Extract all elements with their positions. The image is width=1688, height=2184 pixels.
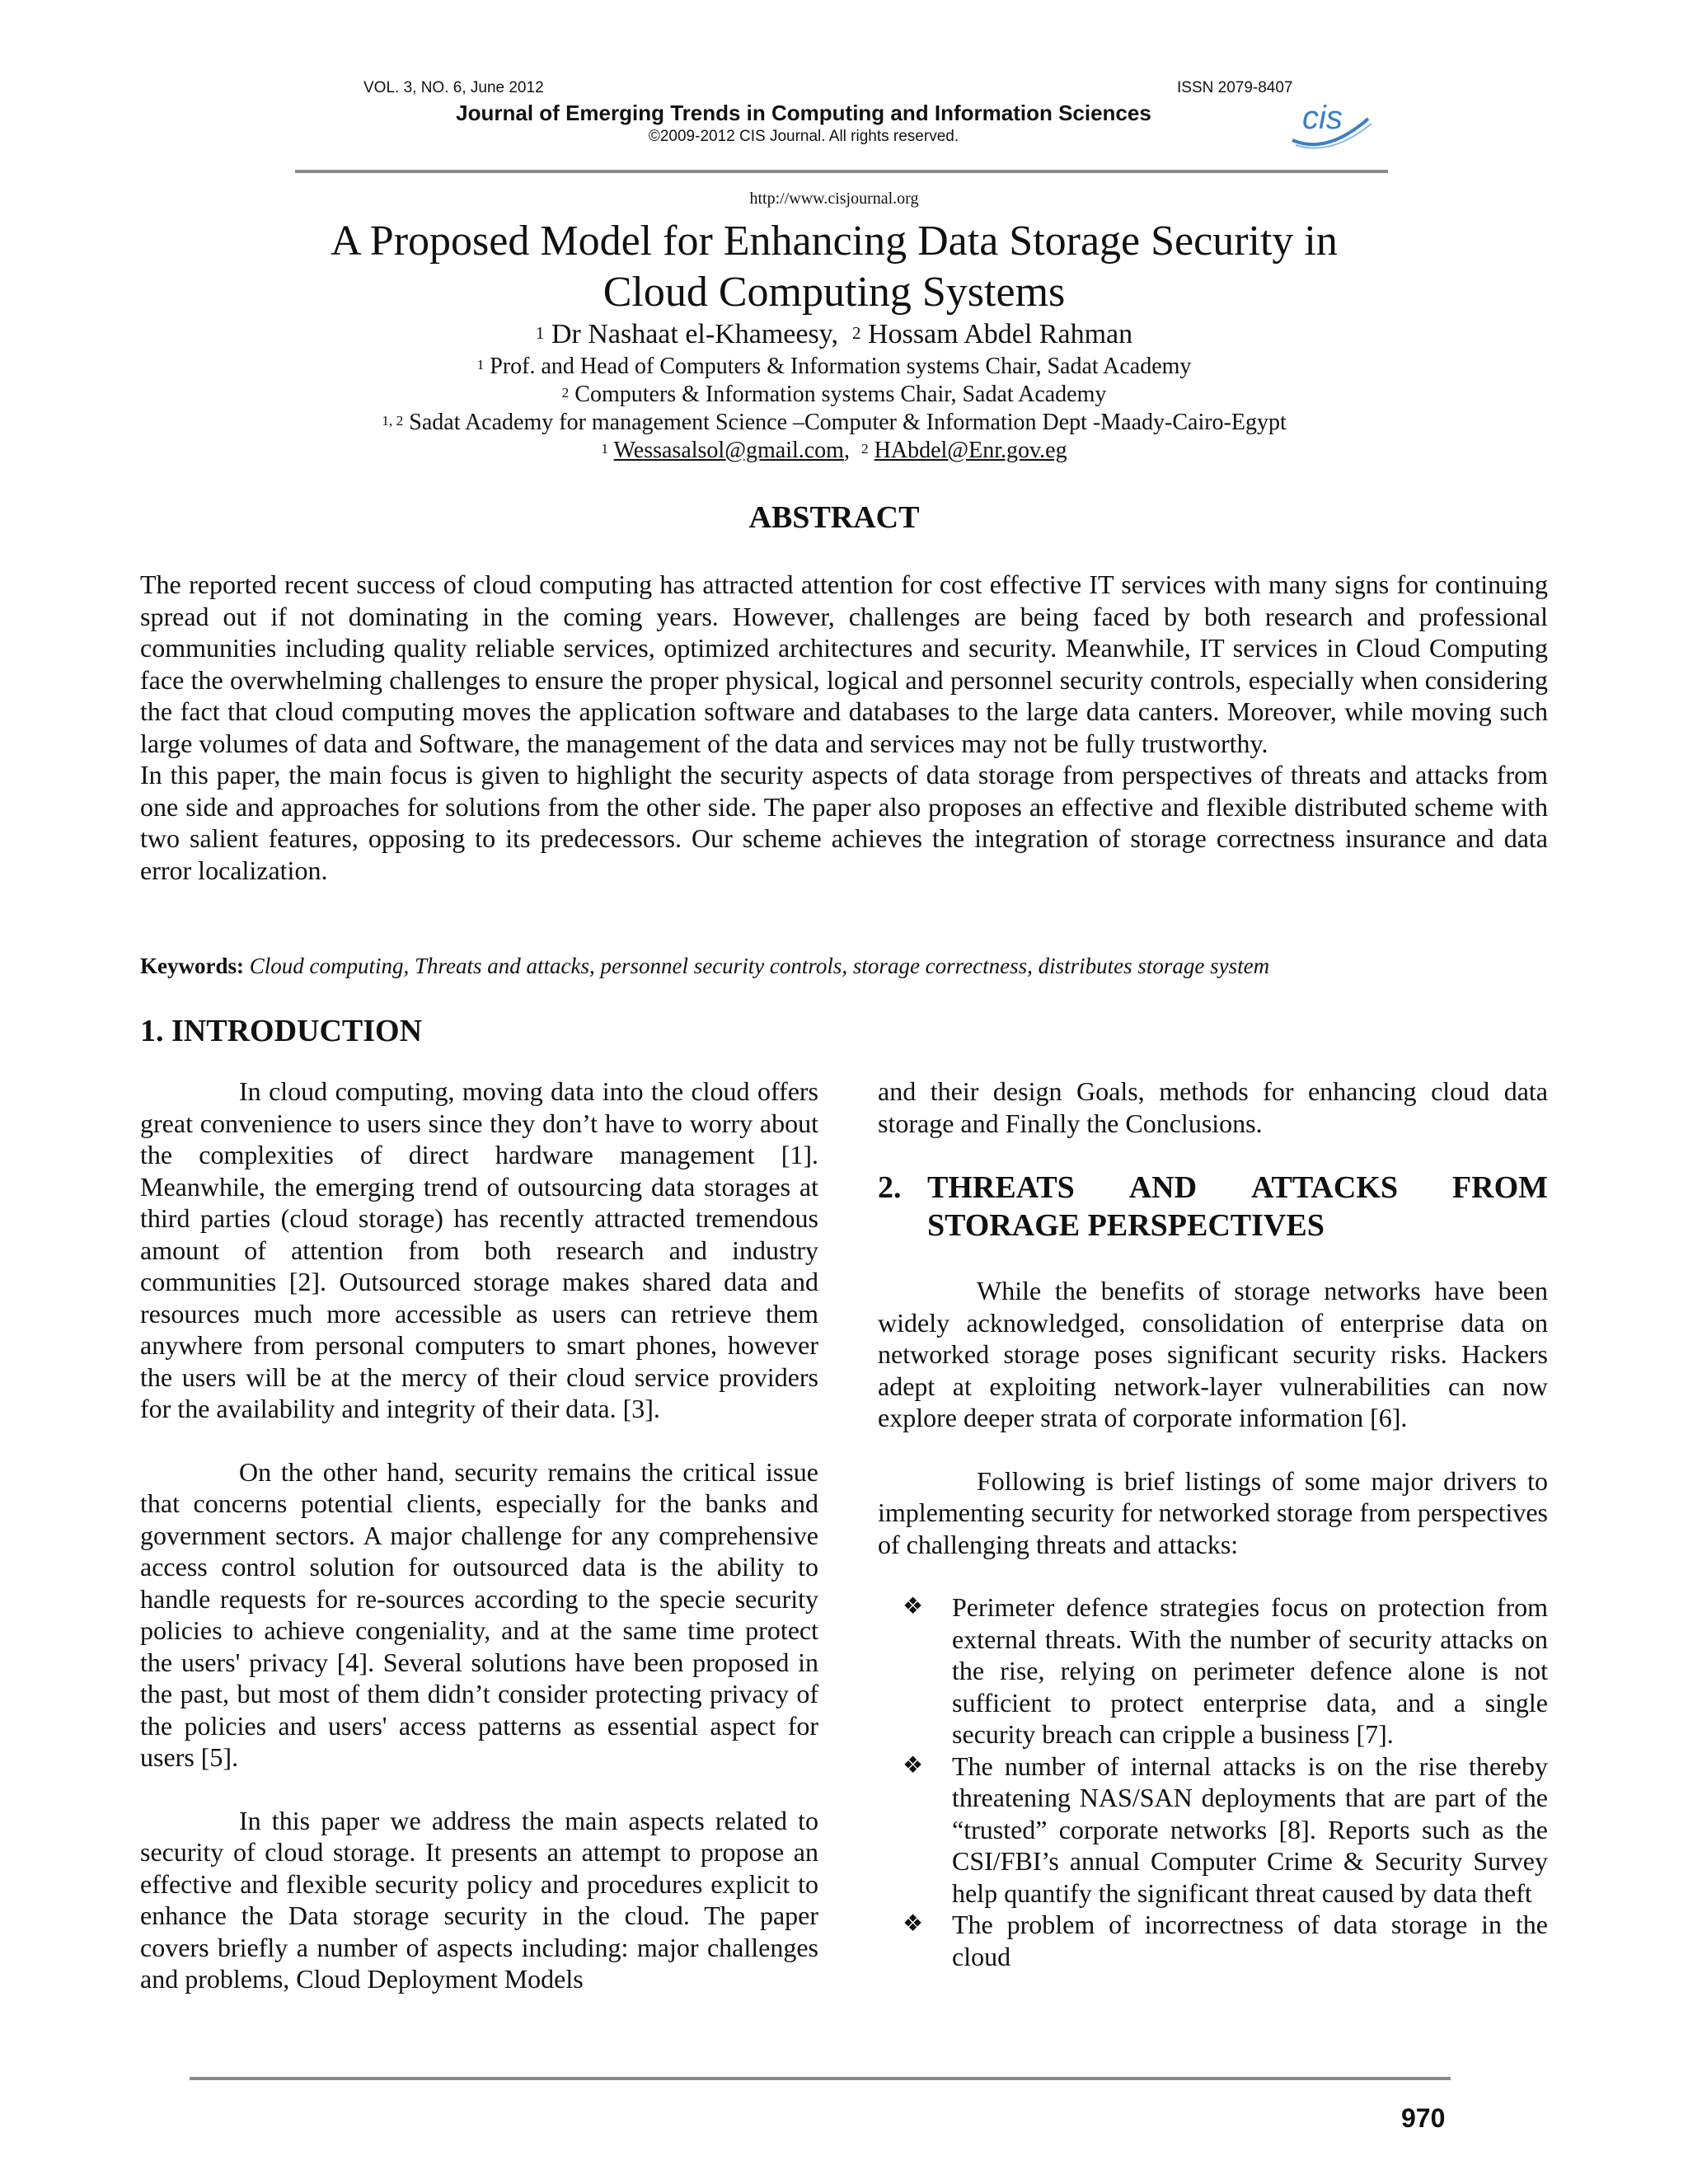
threats-heading-number: 2. <box>878 1170 902 1205</box>
journal-copyright: ©2009-2012 CIS Journal. All rights reserved. <box>648 128 959 145</box>
journal-url: http://www.cisjournal.org <box>749 190 919 208</box>
affiliations <box>165 353 1503 465</box>
header-rule <box>295 170 1388 173</box>
author-line: $^1$ Dr Nashaat el-Khameesy, $^2$ Hossam Abdel Rahman <box>535 319 1133 349</box>
threats-heading-word-1: THREATS <box>927 1170 1075 1205</box>
threats-heading-line2: STORAGE PERSPECTIVES <box>927 1208 1325 1243</box>
intro-paragraph-3: In this paper we address the main aspects related to security of cloud storage. It presents an attempt to propose an effective and flexible security policy and procedures explicit to enhance the Data storage security in the cloud. The paper covers briefly a number of aspects including: major challenges and problems, Cloud Deployment Models <box>140 1805 818 1994</box>
bullet-text-1: Perimeter defence strategies focus on protection from external threats. With the number of security attacks on the rise, relying on perimeter defence alone is not sufficient to protect enterprise data, and a single security breach can cripple a business [7]. <box>952 1592 1548 1749</box>
intro-paragraph-3-continued: and their design Goals, methods for enhancing cloud data storage and Finally the Conclusions. <box>878 1076 1548 1138</box>
email-line: $^1$ Wessasalsol@gmail.com, $^2$ HAbdel@Enr.gov.eg <box>601 438 1067 463</box>
bullet-text-3: The problem of incorrectness of data storage in the cloud <box>952 1910 1548 1971</box>
threats-heading-word-2: AND <box>1128 1170 1198 1205</box>
list-item <box>878 1750 1548 1910</box>
threats-heading <box>878 1169 1548 1244</box>
intro-paragraph-1: In cloud computing, moving data into the cloud offers great convenience to users since they don’t have to worry about the complexities of direct hardware management [1]. Meanwhile, the emerging trend of outsourcing data storages at third parties (cloud storage) has recently attracted tremendous amount of attention from both research and industry communities [2]. Outsourced storage makes shared data and resources much more accessible as users can retrieve them anywhere from personal computers to smart phones, however the users will be at the mercy of their cloud service providers for the availability and integrity of their data. [3]. <box>140 1076 818 1423</box>
intro-paragraph-2: On the other hand, security remains the critical issue that concerns potential clients, especially for the banks and government sectors. A major challenge for any comprehensive access control solution for outsourced data is the ability to handle requests for re-sources according to the specie security policies to achieve congeniality, and at the same time protect the users' privacy [4]. Several solutions have been proposed in the past, but most of them didn’t consider protecting privacy of the policies and users' access patterns as essential aspect for users [5]. <box>140 1456 818 1772</box>
threats-paragraph-1: While the benefits of storage networks have been widely acknowledged, consolidation of enterprise data on networked storage poses significant security risks. Hackers adept at exploiting network-layer vulnerabilities can now explore deeper strata of corporate information [6]. <box>878 1276 1548 1432</box>
list-item <box>878 1909 1548 1972</box>
journal-title: Journal of Emerging Trends in Computing and Information Sciences <box>456 101 1151 125</box>
affiliation-2: $^2$ Computers & Information systems Chair, Sadat Academy <box>561 382 1107 407</box>
bullet-text-2: The number of internal attacks is on the rise thereby threatening NAS/SAN deployments that are part of the “trusted” corporate networks [8]. Reports such as the CSI/FBI’s annual Computer Crime & Security Survey help quantify the significant threat caused by data theft <box>952 1750 1548 1908</box>
author2-name: Hossam Abdel Rahman <box>868 319 1133 349</box>
email-link-1[interactable]: Wessasalsol@gmail.com <box>613 438 844 463</box>
abstract-heading: ABSTRACT <box>748 500 920 535</box>
author1-name: Dr Nashaat el-Khameesy <box>551 319 832 349</box>
affiliation-1: $^1$ Prof. and Head of Computers & Information systems Chair, Sadat Academy <box>476 354 1192 379</box>
threats-paragraph-2: Following is brief listings of some major drivers to implementing security for networked storage from perspectives of challenging threats and attacks: <box>878 1465 1548 1559</box>
footer-rule <box>190 2077 1451 2080</box>
diamond-bullet-icon: ❖ <box>903 1752 924 1779</box>
page-number: 970 <box>1401 2103 1446 2133</box>
abstract-body <box>140 569 1548 886</box>
journal-issn: ISSN 2079-8407 <box>1177 79 1293 96</box>
paper-title <box>165 216 1503 318</box>
paper-title-line2: Cloud Computing Systems <box>603 269 1066 316</box>
diamond-bullet-icon: ❖ <box>903 1911 924 1937</box>
paper-title-line1: A Proposed Model for Enhancing Data Storage Security in <box>331 218 1338 265</box>
cis-logo <box>1286 97 1376 155</box>
threats-bullet-list <box>878 1591 1548 1972</box>
diamond-bullet-icon: ❖ <box>903 1594 924 1619</box>
intro-heading: 1. INTRODUCTION <box>140 1014 423 1048</box>
author2-sup: 2 <box>851 322 861 343</box>
right-column <box>878 1275 1548 1972</box>
affiliation-3: $^{1, 2}$ Sadat Academy for management Science –Computer & Information Dept -Maady-Cairo-Egypt <box>382 410 1287 435</box>
keywords-label: Keywords: <box>140 954 244 978</box>
abstract-paragraph-1: The reported recent success of cloud computing has attracted attention for cost effective IT services with many signs for continuing spread out if not dominating in the coming years. However, challenges are being faced by both research and professional communities including quality reliable services, optimized architectures and security. Meanwhile, IT services in Cloud Computing face the overwhelming challenges to ensure the proper physical, logical and personnel security controls, especially when considering the fact that cloud computing moves the application software and databases to the large data canters. Moreover, while moving such large volumes of data and Software, the management of the data and services may not be fully trustworthy. <box>140 569 1548 758</box>
threats-heading-word-4: FROM <box>1451 1170 1548 1205</box>
journal-volume: VOL. 3, NO. 6, June 2012 <box>363 79 544 96</box>
list-item <box>878 1591 1548 1750</box>
cis-logo-text: cis <box>1302 100 1343 136</box>
keywords-text: Cloud computing, Threats and attacks, personnel security controls, storage correctness, distributes storage system <box>249 954 1270 978</box>
threats-heading-word-3: ATTACKS <box>1250 1170 1399 1205</box>
keywords <box>140 952 1548 980</box>
email-link-2[interactable]: HAbdel@Enr.gov.eg <box>874 438 1067 463</box>
author1-sup: 1 <box>535 322 545 343</box>
left-column <box>140 1076 818 1995</box>
abstract-paragraph-2: In this paper, the main focus is given to highlight the security aspects of data storage from perspectives of threats and attacks from one side and approaches for solutions from the other side. The paper also proposes an effective and flexible distributed scheme with two salient features, opposing to its predecessors. Our scheme achieves the integration of storage correctness insurance and data error localization. <box>140 760 1548 885</box>
